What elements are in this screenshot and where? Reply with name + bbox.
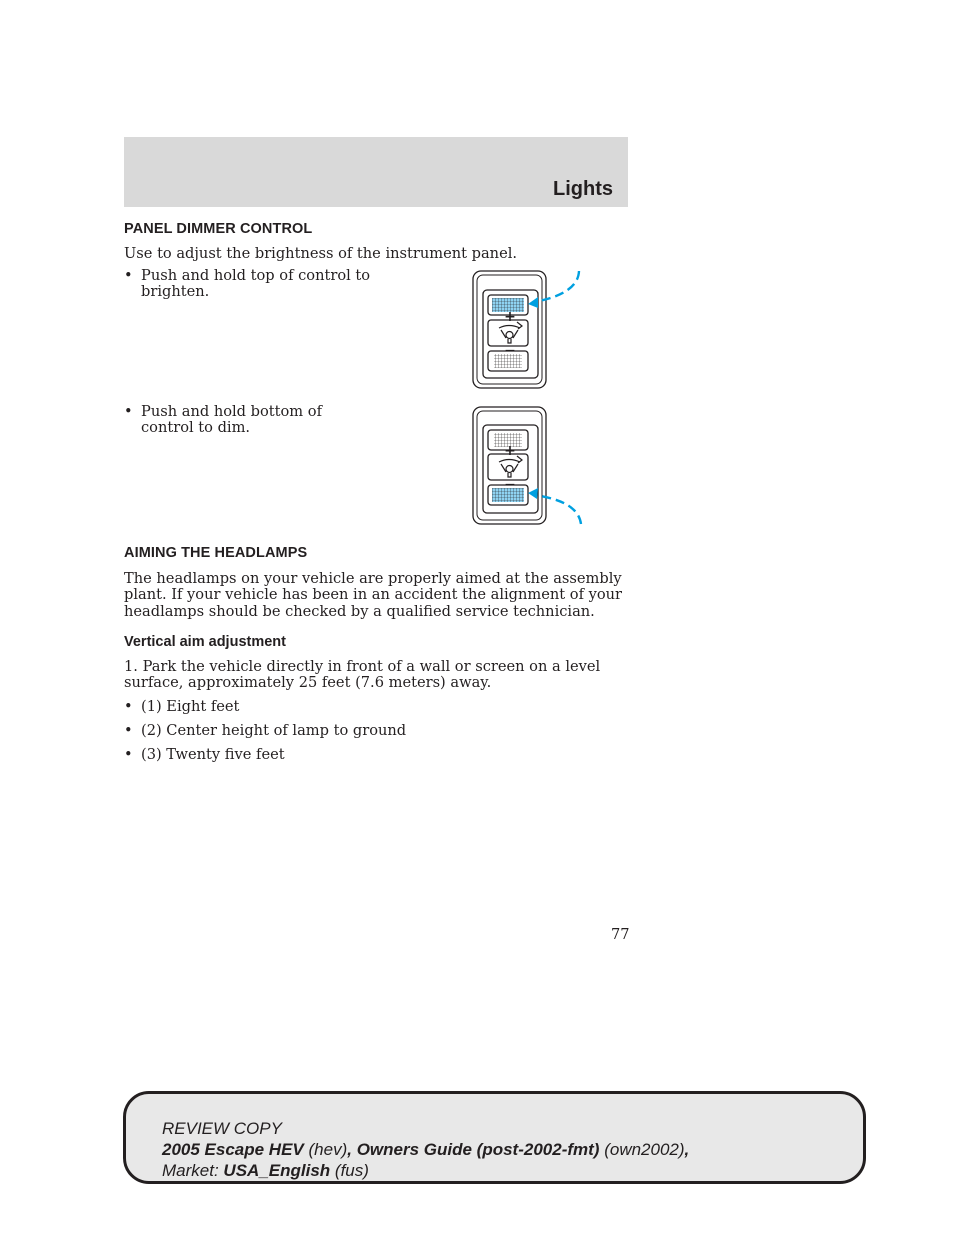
review-copy-label: REVIEW COPY bbox=[162, 1119, 282, 1138]
review-copy-text bbox=[162, 1118, 689, 1181]
model-code: (hev) bbox=[308, 1140, 348, 1159]
vertical-aim-heading: Vertical aim adjustment bbox=[124, 634, 286, 650]
bullet-text: (2) Center height of lamp to ground bbox=[141, 722, 407, 739]
guide-name: Owners Guide (post-2002-fmt) bbox=[356, 1140, 600, 1159]
plus-label: + bbox=[504, 309, 516, 325]
market-line bbox=[162, 1160, 689, 1181]
bullet-dot: • bbox=[124, 698, 133, 715]
bullet-dot: • bbox=[124, 722, 133, 739]
section-title: Lights bbox=[553, 178, 613, 200]
guide-code: (own2002) bbox=[604, 1140, 685, 1159]
market-code: (fus) bbox=[334, 1161, 369, 1180]
market-name: USA_English bbox=[223, 1161, 331, 1180]
panel-dimmer-heading: PANEL DIMMER CONTROL bbox=[124, 221, 313, 237]
bullet-text: (1) Eight feet bbox=[141, 698, 240, 715]
bullet-text: Push and hold top of control to brighten. bbox=[141, 267, 371, 301]
bullet-dot: • bbox=[124, 403, 133, 420]
bullet-dot: • bbox=[124, 267, 133, 284]
model-name: 2005 Escape HEV bbox=[162, 1140, 304, 1159]
headlamps-heading: AIMING THE HEADLAMPS bbox=[124, 545, 308, 561]
bullet-text: Push and hold bottom of control to dim. bbox=[141, 403, 322, 437]
panel-dimmer-figure-brighten bbox=[468, 262, 588, 394]
document-identity-line bbox=[162, 1139, 689, 1160]
headlamps-intro: The headlamps on your vehicle are properly aimed at the assembly plant. If your vehicle has been in an accident the alignment of your headlamps should be checked by a qualified service technician. bbox=[124, 570, 623, 620]
section-header-band bbox=[124, 137, 628, 207]
vertical-aim-step1: 1. Park the vehicle directly in front of a wall or screen on a level surface, approximately 25 feet (7.6 meters) away. bbox=[124, 658, 601, 692]
panel-dimmer-figure-dim bbox=[468, 401, 588, 529]
separator: , bbox=[347, 1140, 352, 1159]
bullet-dot: • bbox=[124, 746, 133, 763]
market-label: Market: bbox=[162, 1161, 219, 1180]
bullet-text: (3) Twenty five feet bbox=[141, 746, 285, 763]
separator: , bbox=[684, 1140, 690, 1159]
panel-dimmer-intro: Use to adjust the brightness of the instrument panel. bbox=[124, 245, 518, 262]
page-number: 77 bbox=[611, 926, 630, 943]
plus-label: + bbox=[504, 443, 516, 459]
